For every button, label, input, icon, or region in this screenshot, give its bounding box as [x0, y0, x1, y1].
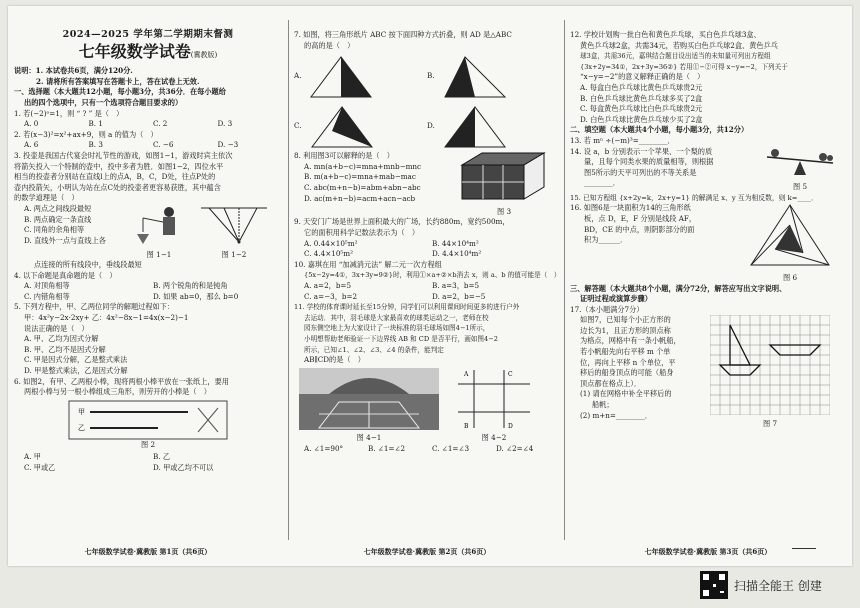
question-9-l2: 它的面积用科学记数法表示为（ ） [304, 227, 420, 237]
figure-5-caption: 图 5 [792, 182, 808, 192]
question-5-l2: 甲：4x²y−2x·2xy+ 乙：4x²−8x−1=4x(x−2)−1 [24, 313, 189, 323]
figure-3 [454, 151, 554, 217]
q7-option-c [294, 101, 427, 151]
section-3-title-l1: 三、解答题（本大题共8个小题，满分72分，解答应写出文字说明、 [570, 283, 787, 293]
q7-options [294, 51, 560, 151]
page-3-footer: 七年级数学试卷·冀教版 第3页（共6页） [644, 547, 772, 557]
q8-option-a: A. mn(a+b−c)=mna+mnb−mnc [304, 161, 422, 171]
page-2-footer: 七年级数学试卷·冀教版 第2页（共6页） [363, 547, 491, 557]
q9-options [294, 239, 560, 260]
qr-code-icon [700, 571, 728, 599]
q16-text [570, 203, 740, 283]
question-16-l2: 板，点 D，E，F 分别是线段 AF， [584, 213, 697, 223]
figure-6-caption: 图 6 [782, 272, 798, 282]
question-14-l3: 图5所示的天平可列出的不等关系是 [584, 167, 697, 177]
figure-6 [740, 203, 840, 283]
figure-4-2 [444, 368, 544, 444]
q12-option-d: D. 白色乒乓球比黄色乒乓球少买了2盒 [580, 114, 703, 124]
question-9-l1: 9. 天安门广场是世界上面积最大的广场，长约880m，宽约500m， [294, 217, 510, 227]
lines-diagram-icon [199, 204, 269, 246]
q2-option-d: D. −3 [217, 140, 239, 150]
q4-option-b: B. 两个锐角的和是钝角 [153, 281, 228, 291]
question-8: 8. 利用图3可以解释的是（ ） [294, 151, 394, 161]
q6-option-d: D. 甲或乙均不可以 [153, 463, 214, 472]
q9-option-d: D. 4.4×10⁴m² [432, 249, 482, 259]
parallel-lines-icon [454, 368, 534, 430]
q4-options [14, 281, 282, 302]
column-divider-1 [288, 20, 289, 540]
q10-option-d: D. a=2，b=−5 [432, 291, 486, 301]
q5-option-d: D. 甲是整式乘法，乙是因式分解 [24, 366, 128, 376]
question-10-l1: 10. 嘉琪在用 “加减消元法” 解二元一次方程组 [294, 259, 442, 269]
triangle-c-icon [302, 101, 382, 151]
figure-7-caption: 图 7 [762, 418, 778, 428]
triangle-shaded-icon [745, 203, 835, 269]
question-5-l3: 说法正确的是（ ） [24, 323, 89, 333]
question-4: 4. 以下命题是真命题的是（ ） [14, 270, 117, 280]
q10-option-a: A. a=2，b=5 [304, 280, 352, 290]
question-2: 2. 若(x−3)²=x²+ax+9，则 a 的值为（ ） [14, 129, 158, 139]
figure-2-caption: 图 2 [140, 439, 156, 449]
q17-text-l5: 位，再向上平移 n 个单位，平 [580, 357, 676, 367]
figure-4-1-caption: 图 4−1 [356, 433, 382, 443]
figure-4-2-caption: 图 4−2 [481, 433, 507, 443]
q2-option-b: B. 3 [88, 140, 103, 150]
note-2: 2. 请将所有答案填写在答题卡上，答在试卷上无效. [36, 76, 200, 86]
q4-option-a: A. 对顶角相等 [24, 281, 70, 291]
scanner-watermark [700, 571, 822, 599]
page-1-footer: 七年级数学试卷·冀教版 第1页（共6页） [84, 547, 212, 557]
q5-option-c: C. 甲是因式分解，乙是整式乘法 [24, 355, 128, 365]
svg-text:A: A [464, 370, 469, 378]
q10-option-c: C. a=−3，b=2 [304, 291, 358, 301]
question-3-l5: 的数学道理是（ ） [14, 193, 79, 203]
triangle-b-icon [435, 51, 515, 101]
q3-option-b: B. 两点确定一条直线 [24, 214, 92, 224]
svg-text:乙: 乙 [78, 423, 85, 432]
q8-text [294, 151, 454, 217]
svg-text:甲: 甲 [78, 407, 85, 416]
q8-option-d: D. ac(m+n−b)=acm+acn−acb [304, 193, 416, 203]
question-12-l3: 球3盒，共需36元，嘉琪结合题目设出适当的未知量可列出方程组 [580, 52, 771, 61]
q11-option-c: C. ∠1=∠3 [432, 443, 470, 453]
q8-option-c: C. abc(m+n−b)=abm+abn−abc [304, 182, 421, 192]
q4-option-d: D. 如果 ab=0，那么 b=0 [153, 291, 239, 301]
q5-option-b: B. 甲、乙均不是因式分解 [24, 344, 106, 354]
q11-option-b: B. ∠1=∠2 [368, 443, 406, 453]
q11-options [294, 444, 560, 455]
question-13: 13. 若 mⁿ ÷(−m)³=________． [570, 135, 675, 145]
q3-options [14, 204, 124, 260]
q8-option-b: B. m(a+b−c)=mna+mab−mac [304, 172, 416, 182]
column-divider-2 [564, 20, 565, 540]
q12-option-b: B. 白色乒乓球比黄色乒乓球多买了2盒 [580, 93, 703, 103]
q14-block [570, 147, 846, 193]
question-3-l3: 相当的投壶者分别站在直线l上的点A，B，C，D处，往点P处的 [14, 172, 216, 182]
q3-block [14, 204, 282, 260]
question-12-l2: 黄色乒乓球2盒，共需34元，若购买白色乒乓球2盒、黄色乒乓 [580, 40, 778, 50]
section-2-title: 二、填空题（本大题共4个小题，每小题3分，共12分） [570, 125, 749, 135]
question-6-l2: 两根小棒与另一根小棒组成三角形，则劳开的小棒是（ ） [24, 387, 211, 397]
grid-boat-icon [710, 315, 830, 415]
question-6-l1: 6. 如图2，有甲、乙两根小棒，现将两根小棒平放在一张纸上，要用 [14, 376, 229, 386]
question-10-l2: {5x−2y=4①，3x+3y=9②}时，利用①×a+②×b消去 x，则 a、b 的值可能是（ ） [304, 271, 560, 280]
q9-option-c: C. 4.4×10⁵m² [304, 249, 353, 259]
question-14-l1: 14. 设 a，b 分别表示一个苹果、一个梨的质 [570, 146, 713, 156]
q1-options [14, 119, 282, 130]
question-14-l4: ________． [584, 178, 620, 188]
q1-option-c: C. 2 [153, 119, 168, 129]
svg-text:B: B [464, 422, 469, 430]
q11-option-d: D. ∠2=∠4 [496, 443, 534, 453]
scanner-label: 扫描全能王 创建 [734, 578, 822, 593]
q7-option-b-label: B. [427, 70, 435, 80]
question-16-l4: 积为______． [584, 235, 628, 245]
question-3-l2: 将箭矢投入一个特制的壶中，投中多者为胜．如图1−2，四位水平 [14, 161, 224, 171]
cuboid-figure-icon [458, 151, 550, 203]
q2-options [14, 140, 282, 151]
q7-option-d [427, 101, 560, 151]
q17-text-l2: 边长为1，且正方形的顶点称 [580, 325, 671, 335]
q3-option-d-cont: 点连接的所有线段中，垂线段最短 [34, 260, 142, 270]
q17-block [570, 315, 846, 429]
question-3-l4: 壶内投箭矢，小明认为站在点C处的投壶者更容易获胜，其中蕴含 [14, 182, 221, 192]
question-12-l1: 12. 学校计划购一批白色和黄色乒乓球，买白色乒乓球3盒、 [570, 30, 761, 39]
exam-title [14, 41, 282, 61]
q17-text-l9: 船帆； [592, 400, 614, 410]
exam-sheet [8, 6, 852, 566]
figure-1-1 [124, 204, 194, 260]
question-11-l1: 11. 学校的体育课时延长至15分钟，同学们可以利用课间时间更多的进行户外 [294, 303, 520, 312]
q5-option-a: A. 甲、乙均为因式分解 [24, 334, 99, 344]
question-7-l2: 的高的是（ ） [304, 40, 355, 50]
edition-label: (冀教版) [190, 50, 218, 59]
question-14-l2: 量，且每个同类水果的质量相等，则根据 [584, 157, 714, 167]
q3-option-d: D. 直线外一点与直线上各 [24, 235, 106, 245]
q8-block [294, 151, 560, 217]
svg-text:C: C [508, 370, 513, 378]
q17-text-l3: 为格点，网格中有一条小帆船， [580, 336, 681, 346]
q6-option-c: C. 甲或乙 [24, 463, 56, 472]
q14-text [570, 147, 760, 193]
q3-option-a: A. 两点之间线段最短 [24, 203, 92, 213]
question-11-l4: 小明想帮助老师验证一下边界线 AB 和 CD 是否平行，画如图4−2 [304, 334, 498, 343]
question-15: 15. 已知方程组 {x+2y=k，2x+y=1} 的解满足 x、y 互为相反数，则 k=____． [570, 193, 818, 202]
q17-text-l7: 顶点都在格点上）． [580, 378, 642, 388]
q1-option-a: A. 0 [24, 119, 39, 129]
title-text: 七年级数学试卷 [78, 41, 191, 61]
corner-mark [792, 548, 816, 549]
triangle-a-icon [301, 51, 381, 101]
q11-option-a: A. ∠1=90° [304, 443, 344, 453]
court-photo-icon [299, 368, 439, 430]
page-2 [294, 6, 560, 566]
question-11-l3: 园东侧空地上为大家设计了一块标准的羽毛球场如图4−1所示， [304, 324, 490, 333]
question-12-l4: {3x+2y=34①，2x+3y=36②} 若用①−②可得 x−y=−2，下列关于 [580, 62, 788, 71]
q1-option-b: B. 1 [88, 119, 103, 129]
question-11-l6: AB∥CD的是（ ） [304, 355, 365, 365]
figure-1-1-caption: 图 1−1 [146, 249, 172, 259]
q16-block [570, 203, 846, 283]
figure-3-caption: 图 3 [496, 206, 512, 216]
q7-option-a-label: A. [294, 70, 302, 80]
figure-5 [760, 147, 840, 193]
sticks-figure-icon [68, 400, 228, 440]
exam-header: 2024—2025 学年第二学期期末督测 [62, 29, 234, 40]
q7-option-a [294, 51, 427, 101]
figure-4-1 [294, 368, 444, 444]
q17-text-l6: 移后的船身顶点的可能（船身 [580, 368, 674, 378]
page-1 [14, 6, 282, 566]
question-7-l1: 7. 如图，将三角形纸片 ABC 按下面四种方式折叠，则 AD 是△ABC [294, 30, 512, 39]
q9-option-a: A. 0.44×10⁵m² [304, 238, 358, 248]
q10-option-b: B. a=3，b=5 [432, 280, 480, 290]
q2-option-a: A. 6 [24, 140, 39, 150]
q10-options [294, 281, 560, 302]
q17-text-l8: (1) 请在网格中补全平移后的 [580, 389, 672, 399]
q6-options [14, 452, 282, 473]
question-11-l2: 去运动．其中，羽毛球是大家最喜欢的球类运动之一，老师在校 [304, 313, 489, 322]
triangle-d-icon [435, 101, 515, 151]
q1-option-d: D. 3 [217, 119, 233, 129]
q17-text-l1: 如图7，已知每个小正方形的 [580, 315, 671, 325]
question-12-l5: “x−y=−2”的意义解释正确的是（ ） [580, 72, 705, 82]
q9-option-b: B. 44×10⁴m² [432, 238, 479, 248]
section-3-title-l2: 证明过程或演算步骤） [580, 294, 652, 304]
q7-option-c-label: C. [294, 120, 302, 130]
question-1: 1. 若(−2)ᵒ=1，则 “ ? ” 是（ ） [14, 108, 124, 118]
q17-text-l10: (2) m+n=________． [580, 410, 652, 420]
q17-text-l4: 若小帆船先向右平移 m 个单 [580, 347, 671, 357]
q12-option-a: A. 每盒白色乒乓球比黄色乒乓球贵2元 [580, 82, 703, 92]
figure-4-row [294, 368, 560, 444]
q12-option-c: C. 每盒黄色乒乓球比白色乒乓球贵2元 [580, 104, 703, 114]
section-1-title: 一、选择题（本大题共12小题，每小题3分，共36分．在每小题给 [14, 87, 226, 97]
figure-1-2-caption: 图 1−2 [221, 249, 247, 259]
q7-option-b [427, 51, 560, 101]
q7-option-d-label: D. [427, 120, 435, 130]
q2-option-c: C. −6 [153, 140, 174, 150]
question-5-l1: 5. 下列方程中，甲、乙两位同学的解题过程如下： [14, 302, 175, 312]
figure-2 [14, 400, 282, 451]
svg-text:D: D [508, 422, 513, 430]
figure-7 [700, 315, 840, 429]
q4-option-c: C. 内错角相等 [24, 291, 70, 301]
q3-option-c: C. 同角的余角相等 [24, 225, 85, 235]
archery-figure-icon [129, 204, 189, 246]
question-11-l5: 所示，已知∠1、∠2、∠3、∠4 的条件，能判定 [304, 345, 444, 354]
note-1: 说明：1. 本试卷共6页，满分120分. [14, 66, 133, 76]
question-17: 17.（本小题满分7分） [570, 304, 644, 314]
question-16-l1: 16. 如图6是一块面积为14的三角形纸 [570, 203, 691, 213]
question-3-l1: 3. 投壶是我国古代宴会时礼节性的游戏，如图1−1，游戏时宾主依次 [14, 150, 233, 160]
q6-option-a: A. 甲 [24, 452, 41, 462]
figure-1-2 [194, 204, 274, 260]
balance-scale-icon [763, 147, 837, 179]
q6-option-b: B. 乙 [153, 452, 171, 462]
section-1-title-b: 出的四个选项中，只有一个选项符合题目要求的） [24, 97, 183, 107]
question-16-l3: BD，CE 的中点，则阴影部分的面 [584, 224, 695, 234]
page-3 [570, 6, 846, 566]
q17-text [570, 315, 700, 429]
